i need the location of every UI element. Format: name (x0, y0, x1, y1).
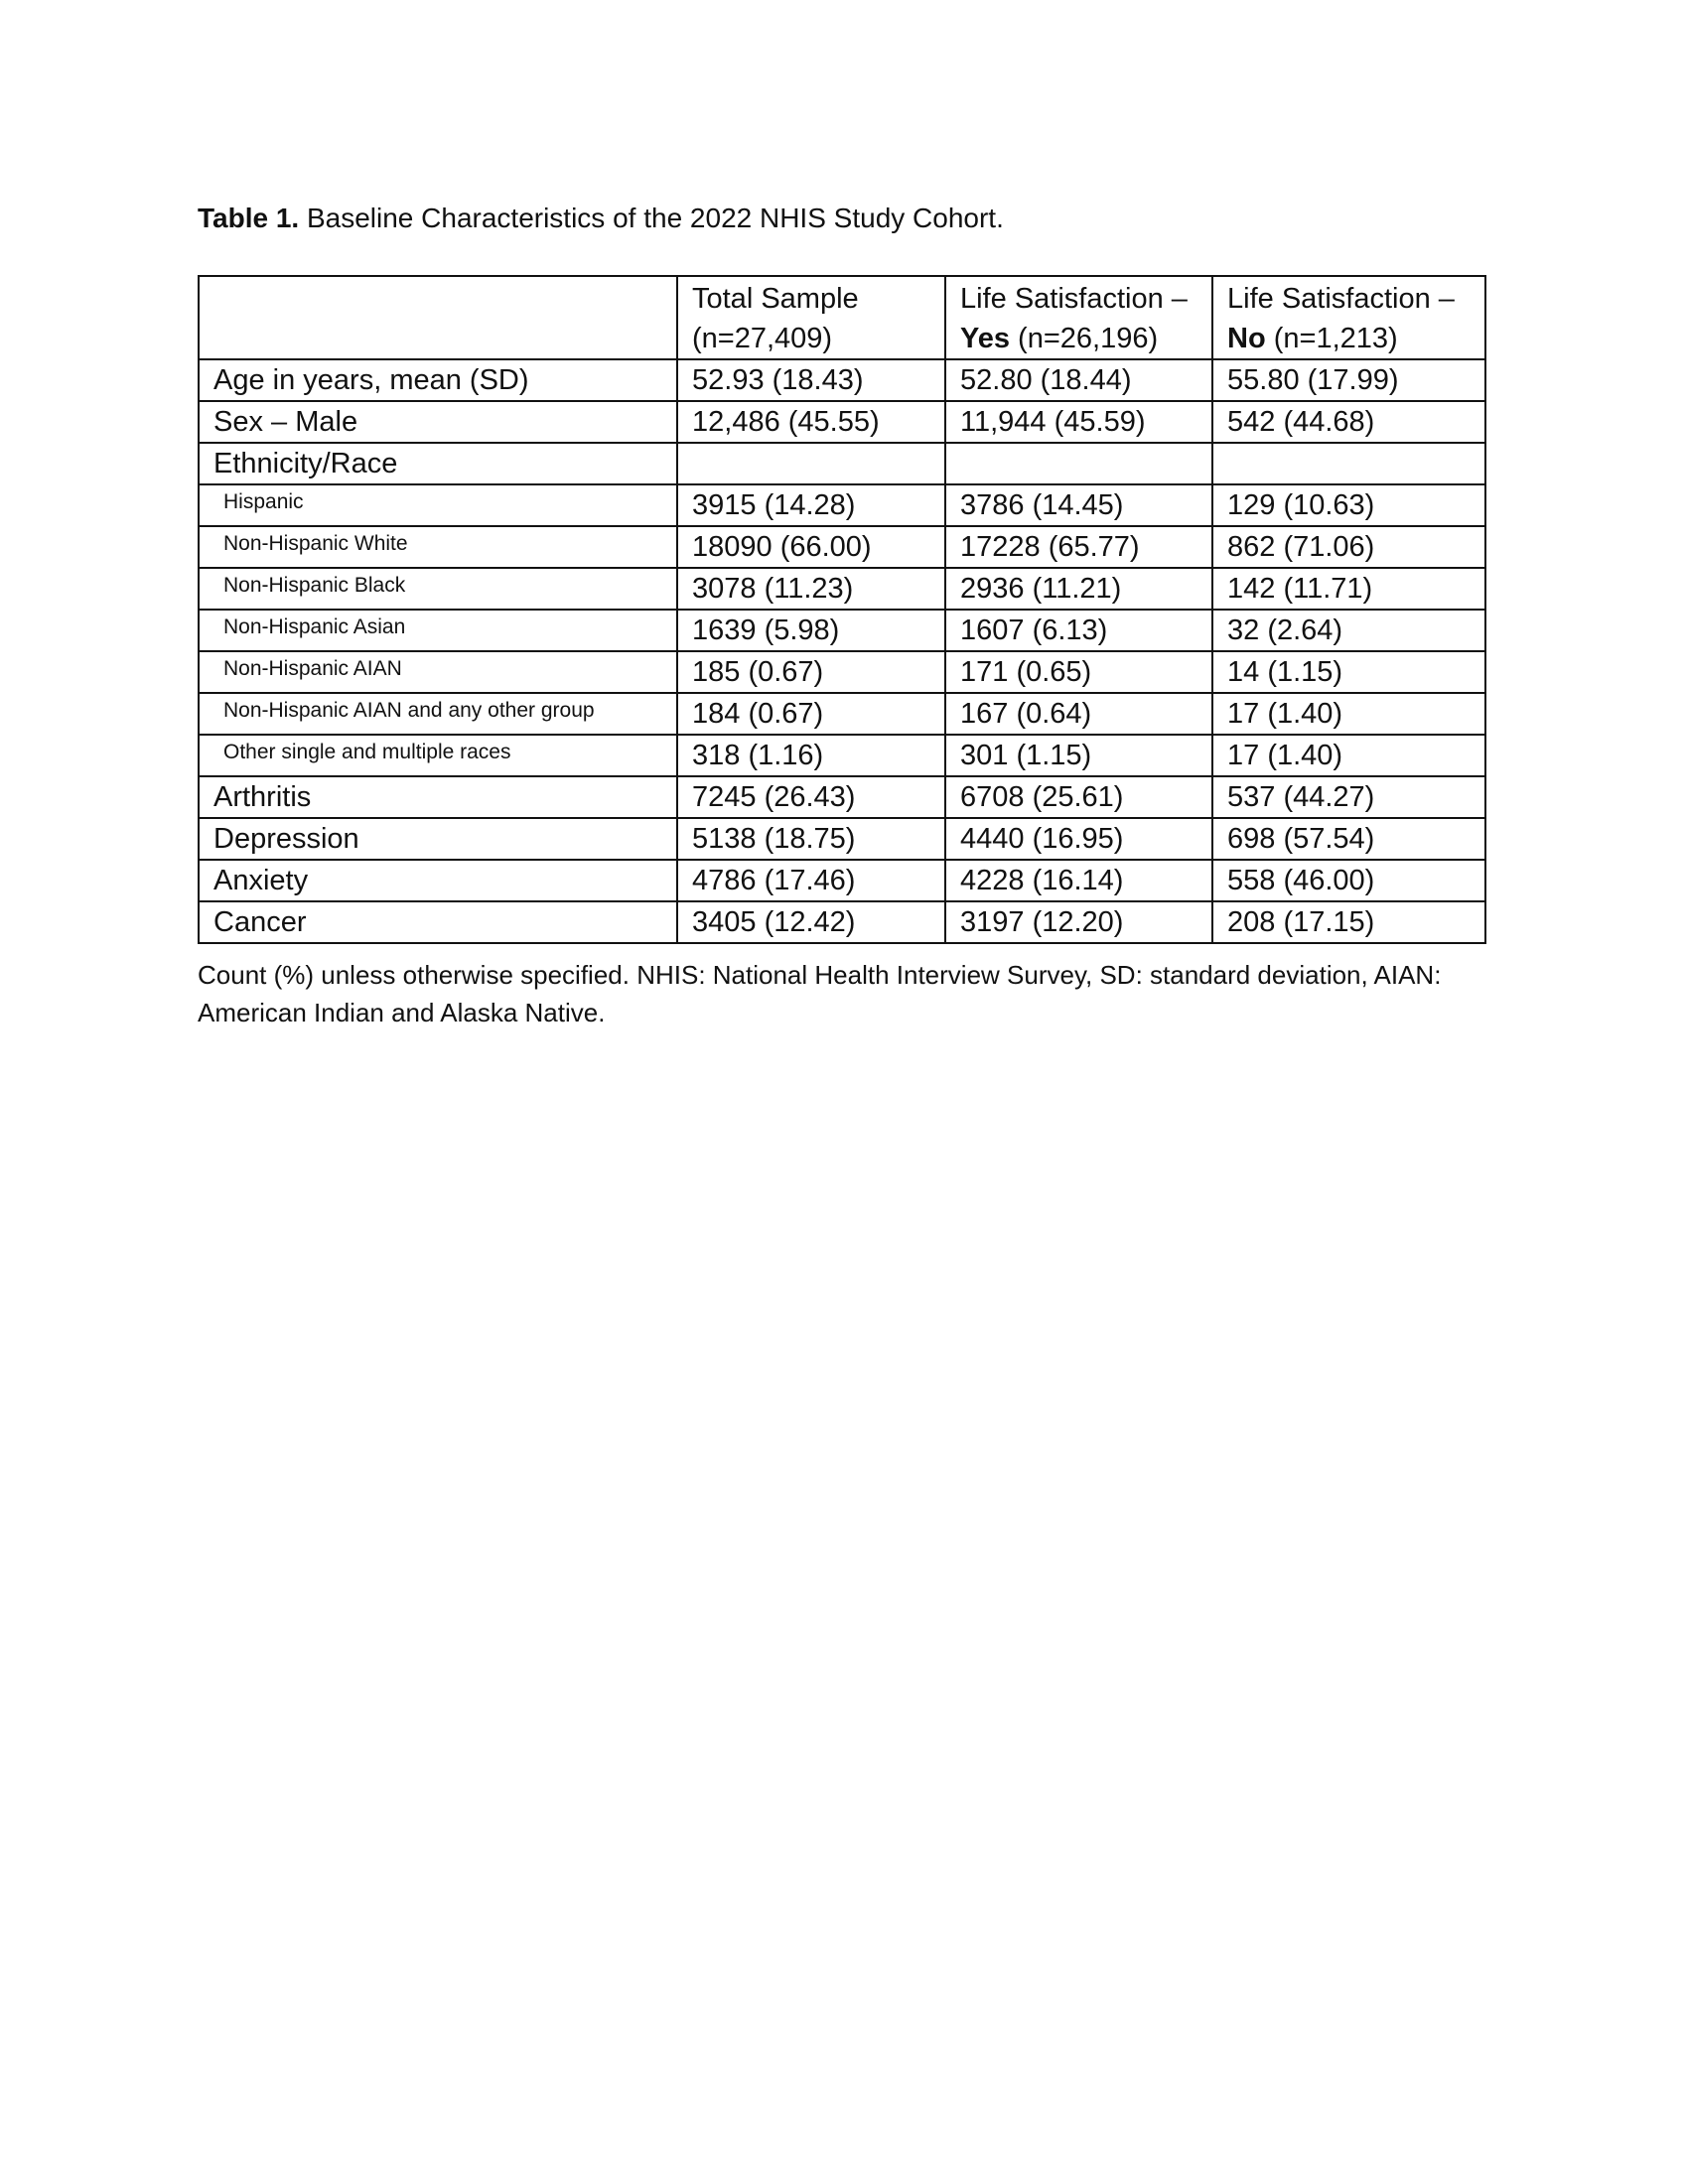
cell-no: 862 (71.06) (1212, 526, 1485, 568)
row-label: Non-Hispanic White (199, 526, 677, 568)
header-cell-empty (199, 276, 677, 359)
table-row (199, 401, 1485, 443)
row-label: Cancer (199, 901, 677, 943)
row-label: Ethnicity/Race (199, 443, 677, 484)
table-row (199, 693, 1485, 735)
table-row (199, 735, 1485, 776)
cell-yes: 6708 (25.61) (945, 776, 1212, 818)
cell-no: 55.80 (17.99) (1212, 359, 1485, 401)
cell-total: 5138 (18.75) (677, 818, 945, 860)
cell-no: 32 (2.64) (1212, 610, 1485, 651)
row-label: Sex – Male (199, 401, 677, 443)
baseline-characteristics-table (198, 275, 1486, 944)
table-row (199, 860, 1485, 901)
cell-no: 17 (1.40) (1212, 735, 1485, 776)
row-label: Depression (199, 818, 677, 860)
cell-no (1212, 443, 1485, 484)
table-row (199, 443, 1485, 484)
cell-total: 1639 (5.98) (677, 610, 945, 651)
table-row (199, 484, 1485, 526)
cell-total: 318 (1.16) (677, 735, 945, 776)
row-label: Non-Hispanic AIAN and any other group (199, 693, 677, 735)
header-yes-line1: Life Satisfaction – (960, 283, 1188, 315)
cell-yes: 4228 (16.14) (945, 860, 1212, 901)
cell-no: 537 (44.27) (1212, 776, 1485, 818)
row-label: Hispanic (199, 484, 677, 526)
header-total-line1: Total Sample (692, 283, 859, 315)
cell-yes: 171 (0.65) (945, 651, 1212, 693)
table-caption-label: Table 1. (198, 203, 300, 233)
table-footnote: Count (%) unless otherwise specified. NHIS: National Health Interview Survey, SD: standard deviation, AIAN: American Indian and Alaska Native. (198, 960, 1442, 1027)
cell-yes: 4440 (16.95) (945, 818, 1212, 860)
row-label: Anxiety (199, 860, 677, 901)
row-label: Non-Hispanic Asian (199, 610, 677, 651)
cell-total: 52.93 (18.43) (677, 359, 945, 401)
cell-yes: 11,944 (45.59) (945, 401, 1212, 443)
cell-yes: 3786 (14.45) (945, 484, 1212, 526)
cell-yes: 17228 (65.77) (945, 526, 1212, 568)
cell-yes: 167 (0.64) (945, 693, 1212, 735)
cell-no: 14 (1.15) (1212, 651, 1485, 693)
header-no-bold: No (1227, 323, 1266, 354)
table-caption-text: Baseline Characteristics of the 2022 NHIS Study Cohort. (299, 203, 1004, 233)
cell-total: 184 (0.67) (677, 693, 945, 735)
table-row (199, 568, 1485, 610)
cell-total: 18090 (66.00) (677, 526, 945, 568)
cell-total: 3915 (14.28) (677, 484, 945, 526)
row-label: Arthritis (199, 776, 677, 818)
cell-total: 12,486 (45.55) (677, 401, 945, 443)
cell-no: 558 (46.00) (1212, 860, 1485, 901)
cell-no: 208 (17.15) (1212, 901, 1485, 943)
header-cell-total-sample (677, 276, 945, 359)
cell-total: 7245 (26.43) (677, 776, 945, 818)
row-label: Non-Hispanic AIAN (199, 651, 677, 693)
table-caption (198, 199, 1004, 238)
table-row (199, 359, 1485, 401)
cell-yes (945, 443, 1212, 484)
cell-no: 142 (11.71) (1212, 568, 1485, 610)
header-no-rest: (n=1,213) (1265, 323, 1398, 354)
row-label: Other single and multiple races (199, 735, 677, 776)
cell-no: 698 (57.54) (1212, 818, 1485, 860)
cell-total: 185 (0.67) (677, 651, 945, 693)
header-cell-life-satisfaction-no (1212, 276, 1485, 359)
table-row (199, 901, 1485, 943)
cell-total (677, 443, 945, 484)
header-yes-bold: Yes (960, 323, 1010, 354)
header-no-line1: Life Satisfaction – (1227, 283, 1455, 315)
cell-no: 17 (1.40) (1212, 693, 1485, 735)
header-yes-rest: (n=26,196) (1010, 323, 1159, 354)
cell-total: 3078 (11.23) (677, 568, 945, 610)
row-label: Non-Hispanic Black (199, 568, 677, 610)
cell-no: 542 (44.68) (1212, 401, 1485, 443)
table-row (199, 651, 1485, 693)
cell-no: 129 (10.63) (1212, 484, 1485, 526)
cell-yes: 3197 (12.20) (945, 901, 1212, 943)
cell-total: 4786 (17.46) (677, 860, 945, 901)
table-row (199, 776, 1485, 818)
cell-total: 3405 (12.42) (677, 901, 945, 943)
table-row (199, 818, 1485, 860)
cell-yes: 1607 (6.13) (945, 610, 1212, 651)
header-total-line2: (n=27,409) (692, 323, 833, 354)
cell-yes: 301 (1.15) (945, 735, 1212, 776)
row-label: Age in years, mean (SD) (199, 359, 677, 401)
table-row (199, 610, 1485, 651)
table-header-row (199, 276, 1485, 359)
cell-yes: 52.80 (18.44) (945, 359, 1212, 401)
table-row (199, 526, 1485, 568)
header-cell-life-satisfaction-yes (945, 276, 1212, 359)
cell-yes: 2936 (11.21) (945, 568, 1212, 610)
